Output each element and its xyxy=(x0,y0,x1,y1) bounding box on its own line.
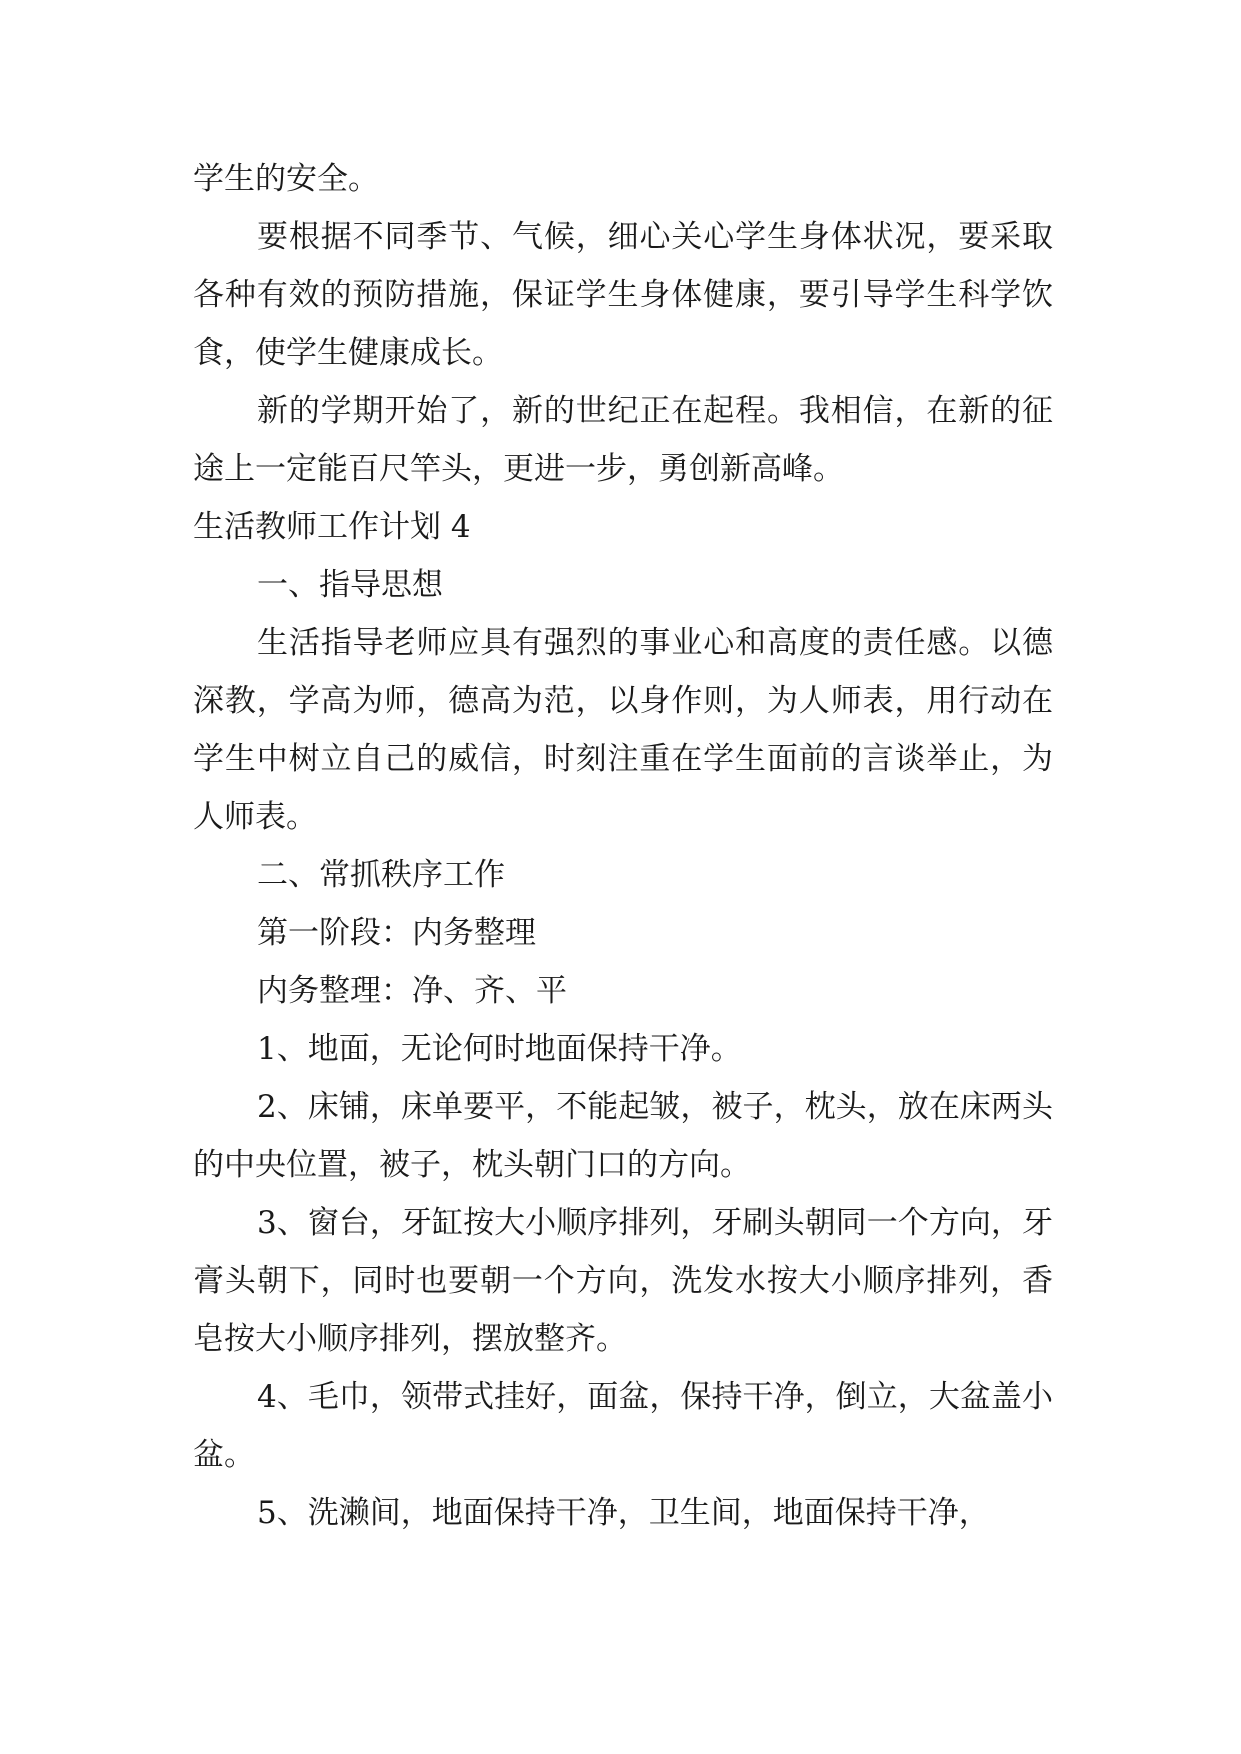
paragraph-safety: 学生的安全。 xyxy=(193,161,379,197)
list-item-washroom: 5、洗濑间，地面保持干净，卫生间，地面保持干净， xyxy=(257,1495,990,1531)
subheading-stage-one: 第一阶段：内务整理 xyxy=(257,915,536,951)
list-item-floor: 1、地面，无论何时地面保持干净。 xyxy=(257,1031,742,1067)
list-item-windowsill: 3、窗台，牙缸按大小顺序排列，牙刷头朝同一个方向，牙膏头朝下，同时也要朝一个方向，洗发水按大小顺序排列，香皂按大小顺序排列，摆放整齐。 xyxy=(193,1205,1053,1357)
section-title: 生活教师工作计划 4 xyxy=(193,509,471,545)
paragraph-health: 要根据不同季节、气候，细心关心学生身体状况，要采取各种有效的预防措施，保证学生身体健康，要引导学生科学饮食，使学生健康成长。 xyxy=(193,219,1053,371)
subheading-guiding-thought: 一、指导思想 xyxy=(257,567,443,603)
paragraph-housekeeping-rules: 内务整理：净、齐、平 xyxy=(257,973,567,1009)
document-page xyxy=(193,150,1053,1542)
paragraph-new-semester: 新的学期开始了，新的世纪正在起程。我相信，在新的征途上一定能百尺竿头，更进一步，勇创新高峰。 xyxy=(193,393,1053,487)
list-item-towel: 4、毛巾，领带式挂好，面盆，保持干净，倒立，大盆盖小盆。 xyxy=(193,1379,1053,1473)
subheading-order-work: 二、常抓秩序工作 xyxy=(257,857,505,893)
paragraph-guiding-thought: 生活指导老师应具有强烈的事业心和高度的责任感。以德深教，学高为师，德高为范，以身作则，为人师表，用行动在学生中树立自己的威信，时刻注重在学生面前的言谈举止，为人师表。 xyxy=(193,625,1053,835)
list-item-bed: 2、床铺，床单要平，不能起皱，被子，枕头，放在床两头的中央位置，被子，枕头朝门口的方向。 xyxy=(193,1089,1053,1183)
